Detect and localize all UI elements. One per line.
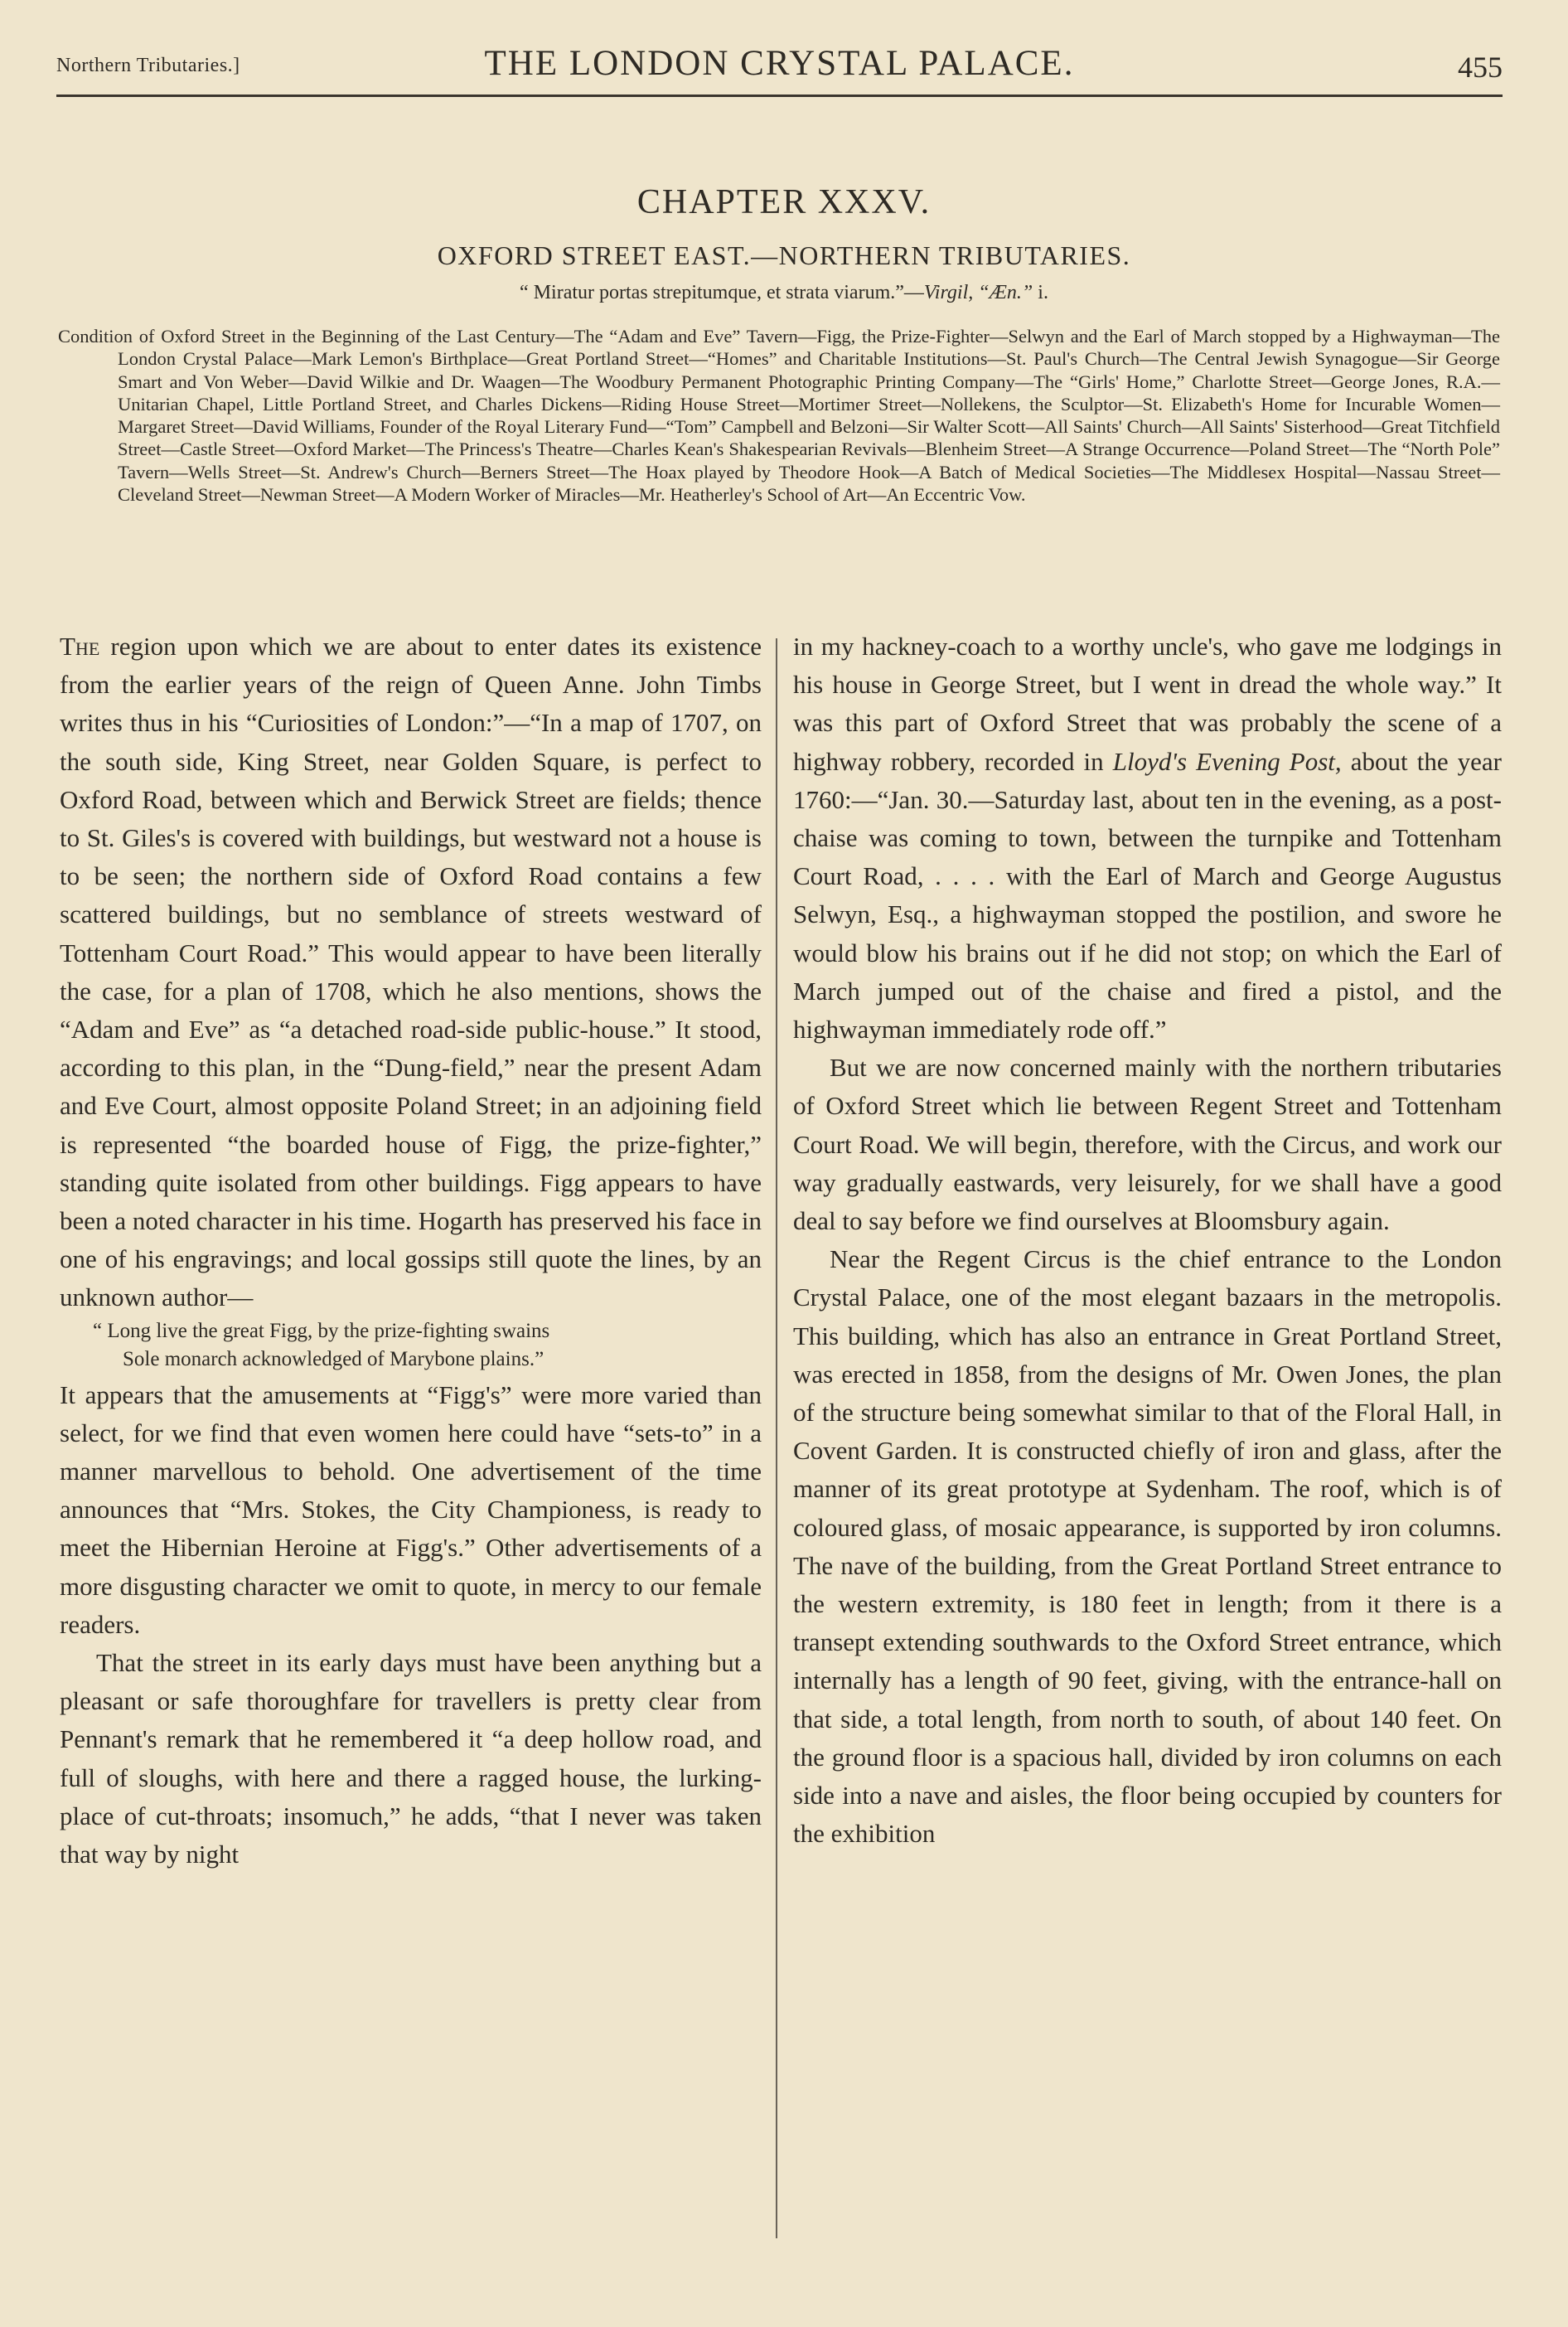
- paragraph: [793, 628, 1502, 1049]
- running-head-section: Northern Tributaries.]: [56, 55, 240, 76]
- running-head-title: THE LONDON CRYSTAL PALACE.: [484, 44, 1075, 83]
- epigraph: [0, 282, 1568, 304]
- paragraph: Near the Regent Circus is the chief entrance to the London Crystal Palace, one of the most elegant bazaars in the metropolis. This building, which has also an entrance in Great Portland Street, was erected in 1858, from the designs of Mr. Owen Jones, the plan of the structure being somewhat similar to that of the Floral Hall, in Covent Garden. It is constructed chiefly of iron and glass, after the manner of its great prototype at Sydenham. The roof, which is of coloured glass, of mosaic appearance, is supported by iron columns. The nave of the building, from the Great Portland Street entrance to the western extremity, is 180 feet in length; from it there is a transept extending southwards to the Oxford Street entrance, which internally has a length of 90 feet, giving, with the entrance-hall on that side, a total length, from north to south, of about 140 feet. On the ground floor is a spacious hall, divided by iron columns on each side into a nave and aisles, the floor being occupied by counters for the exhibition: [793, 1244, 1502, 1849]
- paragraph: [60, 628, 762, 1317]
- paragraph: It appears that the amusements at “Figg's” were more varied than select, for we find that even women here could have “sets-to” in a manner marvellous to behold. One advertisement of the time announces that “Mrs. Stokes, the City Championess, is ready to meet the Hibernian Heroine at Figg's.” Other advertisements of a more disgusting character we omit to quote, in mercy to our female readers.: [60, 1379, 762, 1639]
- header-rule: [56, 95, 1503, 97]
- paragraph-italic: Lloyd's Evening Post,: [1112, 746, 1342, 776]
- epigraph-quote: “ Miratur portas strepitumque, et strata viarum.”—: [520, 282, 924, 303]
- epigraph-author: Virgil, “Æn.”: [923, 282, 1033, 303]
- epigraph-book: i.: [1033, 282, 1048, 303]
- chapter-subtitle: OXFORD STREET EAST.—NORTHERN TRIBUTARIES.: [437, 240, 1131, 270]
- paragraph-text: about the year 1760:—“Jan. 30.—Saturday last, about ten in the evening, as a post-chaise was coming to town, between the turnpike and Tottenham Court Road, . . . . with the Earl of March and George Augustus Selwyn, Esq., a highwayman stopped the postilion, and swore he would blow his brains out if he did not stop; on which the Earl of March jumped out of the chaise and fired a pistol, and the highwayman immediately rode off.”: [793, 746, 1502, 1045]
- paragraph-text: in my hackney-coach to a worthy uncle's, who gave me lodgings in his house in George Street, but I went in dread the whole way.” It was this part of Oxford Street that was probably the scene of a highway robbery, recorded in: [793, 632, 1502, 776]
- verse-line: Sole monarch acknowledged of Marybone plains.”: [123, 1347, 544, 1370]
- right-column: [793, 628, 1502, 1854]
- verse-quote: [93, 1317, 762, 1374]
- column-divider: [776, 638, 777, 2238]
- left-column: [60, 628, 762, 1874]
- running-head: [56, 43, 1503, 93]
- verse-line: “ Long live the great Figg, by the prize-fighting swains: [93, 1319, 550, 1342]
- chapter-summary: Condition of Oxford Street in the Beginning of the Last Century—The “Adam and Eve” Tavern—Figg, the Prize-Fighter—Selwyn and the Earl of March stopped by a Highwayman—The London Crystal Palace—Mark Lemon's Birthplace—Great Portland Street—“Homes” and Charitable Institutions—St. Paul's Church—The Central Jewish Synagogue—Sir George Smart and Von Weber—David Wilkie and Dr. Waagen—The Woodbury Permanent Photographic Printing Company—The “Girls' Home,” Charlotte Street—George Jones, R.A.—Unitarian Chapel, Little Portland Street, and Charles Dickens—Riding House Street—Mortimer Street—Nollekens, the Sculptor—St. Elizabeth's Home for Incurable Women—Margaret Street—David Williams, Founder of the Royal Literary Fund—“Tom” Campbell and Belzoni—Sir Walter Scott—All Saints' Church—All Saints' Sisterhood—Great Titchfield Street—Castle Street—Oxford Market—The Princess's Theatre—Charles Kean's Shakespearian Revivals—Blenheim Street—A Strange Occurrence—Poland Street—The “North Pole” Tavern—Wells Street—St. Andrew's Church—Berners Street—The Hoax played by Theodore Hook—A Batch of Medical Societies—The Middlesex Hospital—Nassau Street—Cleveland Street—Newman Street—A Modern Worker of Miracles—Mr. Heatherley's School of Art—An Eccentric Vow.: [58, 326, 1500, 506]
- paragraph: But we are now concerned mainly with the northern tributaries of Oxford Street which lie between Regent Street and Tottenham Court Road. We will begin, therefore, with the Circus, and work our way gradually eastwards, very leisurely, for we shall have a good deal to say before we find ourselves at Bloomsbury again.: [793, 1053, 1502, 1236]
- paragraph-lead: The: [60, 632, 100, 661]
- paragraph: That the street in its early days must have been anything but a pleasant or safe thoroughfare for travellers is pretty clear from Pennant's remark that he remembered it “a deep hollow road, and full of sloughs, with here and there a ragged house, the lurking-place of cut-throats; insomuch,” he adds, “that I never was taken that way by night: [60, 1648, 762, 1869]
- paragraph-text: region upon which we are about to enter dates its existence from the earlier years of the reign of Queen Anne. John Timbs writes thus in his “Curiosities of London:”—“In a map of 1707, on the south side, King Street, near Golden Square, is perfect to Oxford Road, between which and Berwick Street are fields; thence to St. Giles's is covered with buildings, but westward not a house is to be seen; the northern side of Oxford Road contains a few scattered buildings, but no semblance of streets westward of Tottenham Court Road.” This would appear to have been literally the case, for a plan of 1708, which he also mentions, shows the “Adam and Eve” as “a detached road-side public-house.” It stood, according to this plan, in the “Dung-field,” near the present Adam and Eve Court, almost opposite Poland Street; in an adjoining field is represented “the boarded house of Figg, the prize-fighter,” standing quite isolated from other buildings. Figg appears to have been a noted character in his time. Hogarth has preserved his face in one of his engravings; and local gossips still quote the lines, by an unknown author—: [60, 632, 762, 1312]
- chapter-number: CHAPTER XXXV.: [636, 183, 932, 221]
- page-number: 455: [1458, 51, 1503, 84]
